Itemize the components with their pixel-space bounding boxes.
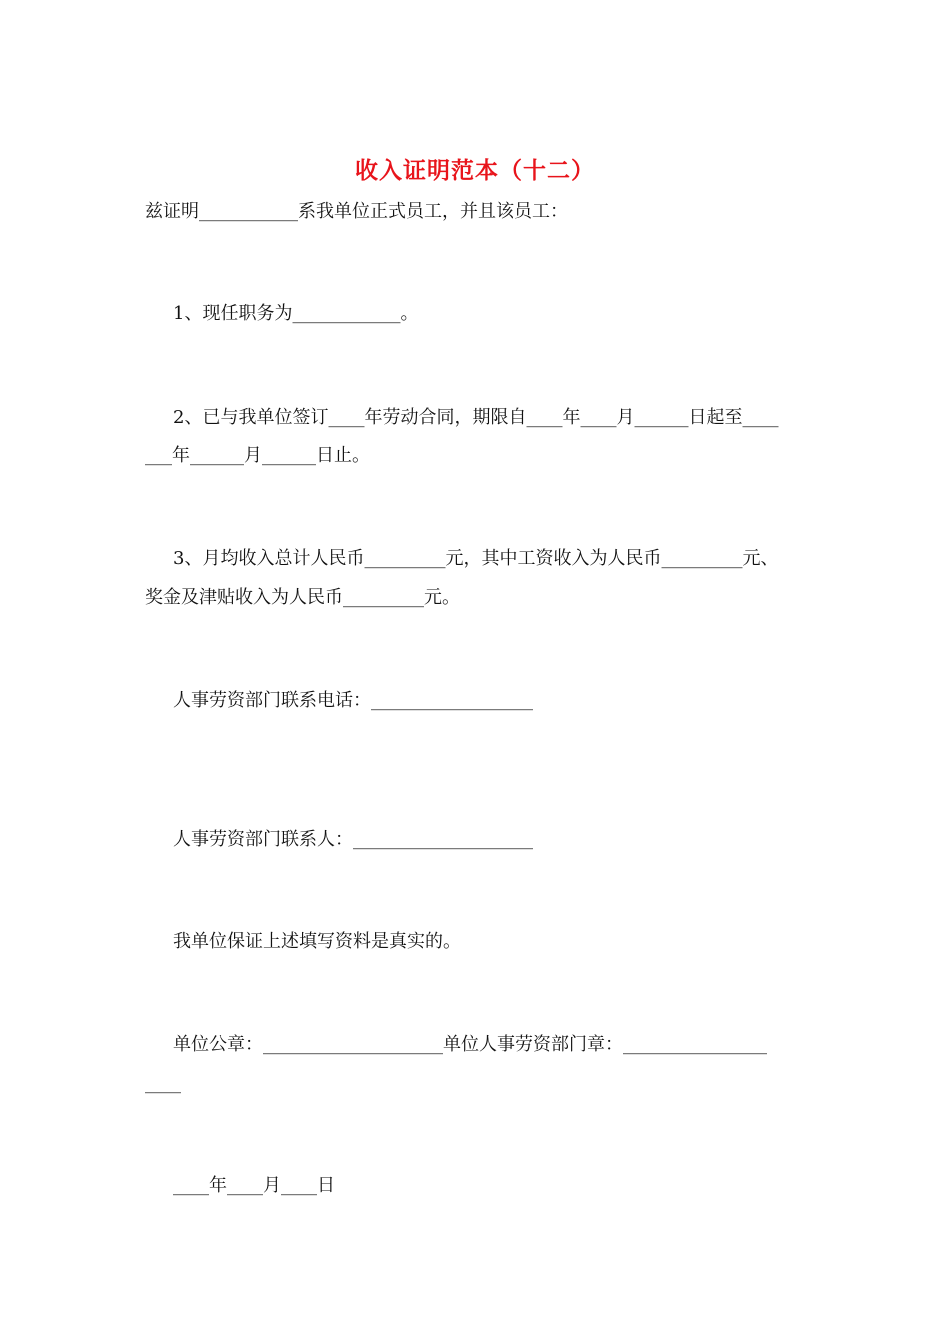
intro-line: 兹证明___________系我单位正式员工，并且该员工：: [145, 201, 568, 222]
seal-line: 单位公章：____________________单位人事劳资部门章：________________: [173, 1034, 767, 1055]
item-3-income: 3、月均收入总计人民币_________元，其中工资收入为人民币_________元、: [173, 548, 779, 569]
item-3-income-cont: 奖金及津贴收入为人民币_________元。: [145, 587, 460, 608]
guarantee-statement: 我单位保证上述填写资料是真实的。: [173, 931, 461, 952]
hr-phone-line: 人事劳资部门联系电话：__________________: [173, 690, 533, 711]
hr-contact-line: 人事劳资部门联系人：____________________: [173, 829, 533, 850]
document-title: 收入证明范本（十二）: [355, 158, 595, 184]
item-2-contract: 2、已与我单位签订____年劳动合同，期限自____年____月______日起至____: [173, 407, 779, 428]
seal-line-cont: ____: [145, 1073, 181, 1094]
date-line: ____年____月____日: [173, 1175, 335, 1196]
item-2-contract-cont: ___年______月______日止。: [145, 445, 370, 466]
item-1-position: 1、现任职务为____________。: [173, 303, 419, 324]
